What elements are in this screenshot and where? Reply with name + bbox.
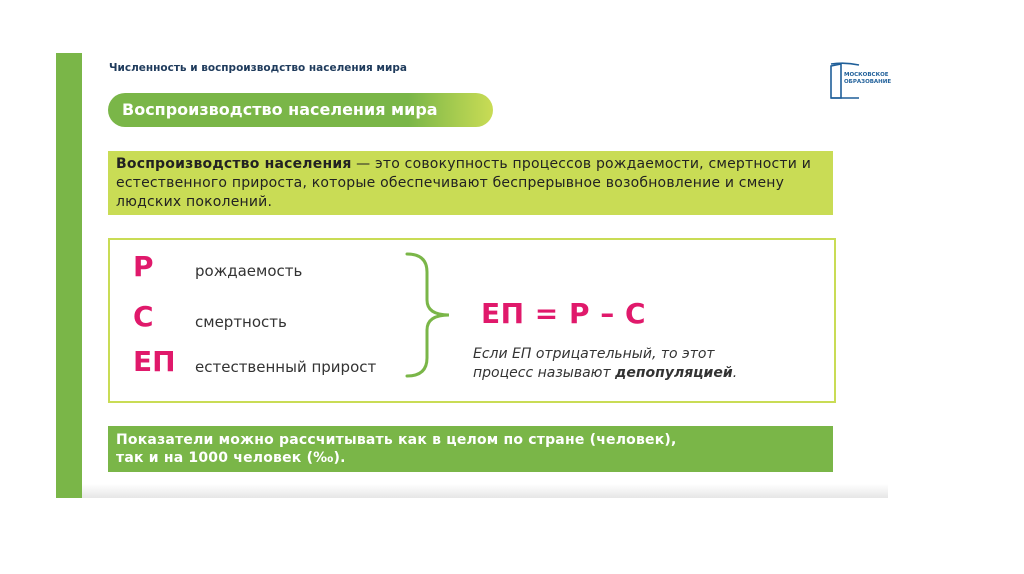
curly-brace-icon [403, 252, 453, 378]
section-title-pill [108, 93, 493, 127]
bottom-text [116, 431, 826, 467]
formula: ЕП = Р – С [481, 297, 647, 330]
note-line2-start: процесс называют [473, 365, 616, 381]
symbol-s-label: смертность [195, 313, 287, 331]
note-line2 [473, 364, 737, 383]
definition-box [108, 151, 833, 215]
logo-line1: МОСКОВСКОЕ [844, 72, 889, 78]
side-accent-bar [56, 53, 82, 498]
symbol-ep: ЕП [133, 345, 176, 378]
bottom-line1: Показатели можно рассчитывать как в целом по стране (человек), [116, 432, 677, 448]
definition-term: Воспроизводство населения [116, 156, 352, 172]
section-title: Воспроизводство населения мира [122, 100, 438, 119]
header-title: Численность и воспроизводство населения мира [109, 62, 407, 74]
logo-line2: ОБРАЗОВАНИЕ [844, 79, 892, 85]
symbol-r: Р [133, 250, 154, 283]
depopulation-note [473, 345, 737, 383]
logo-text [844, 72, 891, 86]
note-emphasis: депопуляцией [615, 365, 733, 381]
definition-body: — это совокупность процессов рождаемости, смертности и естественного прироста, которые обеспечивают беспрерывное возобновление и смену людских поколений. [116, 156, 811, 210]
note-line1: Если ЕП отрицательный, то этот [473, 346, 715, 362]
symbol-s: С [133, 300, 154, 333]
slide-shadow [56, 484, 888, 498]
note-line2-end: . [732, 365, 738, 381]
bottom-box [108, 426, 833, 472]
symbol-r-label: рождаемость [195, 262, 303, 280]
symbol-ep-label: естественный прирост [195, 358, 377, 376]
bottom-line2: так и на 1000 человек (‰). [116, 450, 346, 466]
definition-text [116, 155, 826, 212]
logo [829, 62, 892, 100]
